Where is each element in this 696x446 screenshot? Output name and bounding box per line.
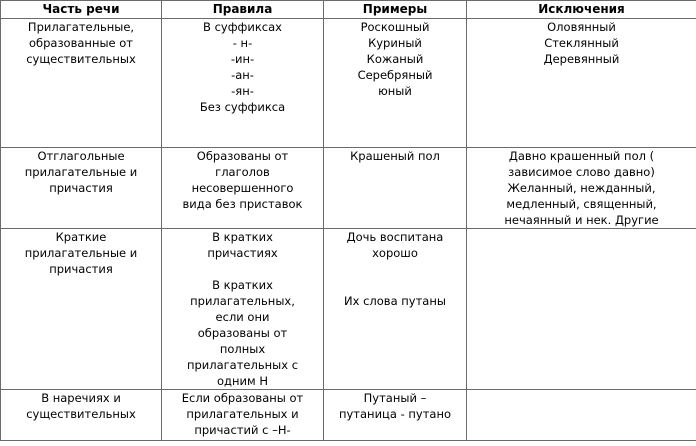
exceptions-cell — [467, 148, 696, 229]
rules-cell — [162, 390, 324, 441]
header-rules: Правила — [162, 1, 324, 19]
exceptions-cell — [467, 19, 696, 148]
rules-cell — [162, 19, 324, 148]
rule-line: одним Н — [217, 374, 268, 388]
example-line: хорошо — [372, 246, 418, 260]
example-line: Роскошный — [360, 20, 430, 34]
example-line: Их слова путаны — [344, 294, 446, 308]
part-cell — [1, 390, 162, 441]
exception-line: зависимое слово давно) — [508, 165, 655, 179]
rule-line: прилагательных, — [190, 294, 295, 308]
spacer — [326, 261, 464, 277]
part-cell — [1, 148, 162, 229]
examples-cell — [324, 148, 467, 229]
example-line: Дочь воспитана — [346, 230, 444, 244]
part-line: прилагательные и — [24, 165, 138, 179]
table-row — [1, 390, 696, 441]
table-row — [1, 148, 696, 229]
rule-line: Если образованы от — [181, 391, 304, 405]
rule-line: -ан- — [231, 68, 254, 82]
rule-line: В кратких — [212, 278, 273, 292]
spacer — [326, 277, 464, 293]
example-line: Серебряный — [357, 68, 433, 82]
exception-line: медленный, священный, — [506, 197, 657, 211]
part-line: существительных — [26, 407, 136, 421]
exceptions-cell — [467, 229, 696, 390]
exception-line: Стеклянный — [544, 36, 619, 50]
table-row — [1, 229, 696, 390]
part-line: прилагательные и — [24, 246, 138, 260]
part-line: В наречиях и — [41, 391, 121, 405]
rule-line: причастий с –Н- — [194, 423, 291, 437]
part-line: образованные от — [28, 36, 134, 50]
header-part-of-speech: Часть речи — [1, 1, 162, 19]
header-examples: Примеры — [324, 1, 467, 19]
example-line: Куриный — [368, 36, 422, 50]
rules-cell — [162, 148, 324, 229]
part-line: причастия — [49, 262, 113, 276]
rule-line: если они — [215, 310, 270, 324]
part-cell — [1, 19, 162, 148]
rule-line: причастиях — [207, 246, 278, 260]
exception-line: Деревянный — [543, 52, 620, 66]
examples-cell — [324, 229, 467, 390]
spacer — [164, 261, 321, 277]
table-row — [1, 19, 696, 148]
rule-line: вида без приставок — [182, 197, 303, 211]
example-line: путаница - путано — [338, 407, 452, 421]
part-line: Отглагольные — [37, 149, 125, 163]
example-line: юный — [378, 84, 412, 98]
exceptions-cell — [467, 390, 696, 441]
example-line: Путаный – — [363, 391, 427, 405]
example-line: Кожаный — [366, 52, 424, 66]
part-line: Краткие — [55, 230, 107, 244]
rule-line: В суффиксах — [203, 20, 282, 34]
part-line: причастия — [49, 181, 113, 195]
rule-line: -ин- — [230, 52, 255, 66]
exception-line: Оловянный — [547, 20, 616, 34]
header-exceptions: Исключения — [467, 1, 696, 19]
part-line: Прилагательные, — [27, 20, 135, 34]
rule-line: В кратких — [212, 230, 273, 244]
example-line: Крашеный пол — [350, 149, 440, 163]
header-row — [1, 1, 696, 19]
rule-line: прилагательных с — [186, 358, 299, 372]
exception-line: нечаянный и нек. Другие — [504, 213, 659, 227]
part-line: существительных — [26, 52, 136, 66]
rule-line: несовершенного — [191, 181, 294, 195]
rule-line: Образованы от — [196, 149, 289, 163]
rule-line: Без суффикса — [199, 100, 286, 114]
exception-line: Давно крашенный пол ( — [508, 149, 655, 163]
rules-cell — [162, 229, 324, 390]
rule-line: глаголов — [215, 165, 270, 179]
rule-line: -ян- — [231, 84, 254, 98]
rule-line: прилагательных и — [186, 407, 299, 421]
part-cell — [1, 229, 162, 390]
rule-line: - н- — [232, 36, 253, 50]
exception-line: Желанный, нежданный, — [507, 181, 656, 195]
rule-line: образованы от — [197, 326, 288, 340]
rule-line: полных — [219, 342, 266, 356]
examples-cell — [324, 390, 467, 441]
examples-cell — [324, 19, 467, 148]
